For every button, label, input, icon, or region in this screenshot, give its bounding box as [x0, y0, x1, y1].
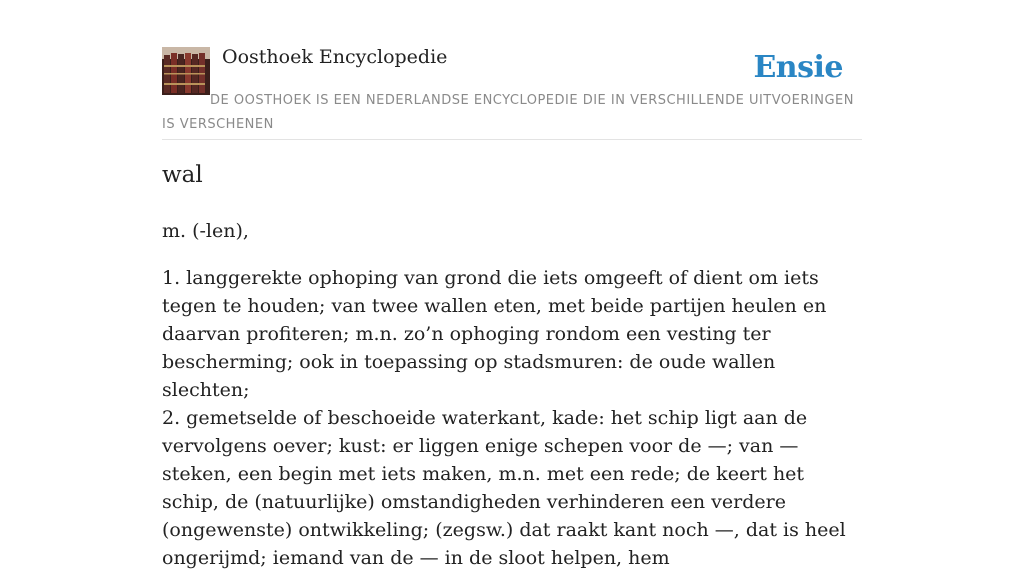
page-container [162, 0, 862, 569]
entry-definitions [162, 264, 862, 572]
publication-header [162, 0, 862, 140]
definition-item: 2. gemetselde of beschoeide waterkant, kade: het schip ligt aan de vervolgens oever; kust: er liggen enige schepen voor de —; van — steken, een begin met iets maken, m.n. met een rede; de keert het schip, de (natuurlijke) omstandigheden verhinderen een verdere (ongewenste) ontwikkeling; (zegsw.) dat raakt kant noch —, dat is heel ongerijmd; iemand van de — in de sloot helpen, hem [162, 407, 846, 569]
publication-avatar[interactable] [162, 47, 210, 95]
entry-title: wal [162, 162, 203, 188]
ensie-logo[interactable]: Ensie [753, 50, 843, 85]
publication-tagline: DE OOSTHOEK IS EEN NEDERLANDSE ENCYCLOPEDIE DIE IN VERSCHILLENDE UITVOERINGEN IS VERSCHENEN [162, 93, 854, 132]
book-spines-icon [162, 47, 210, 95]
publication-name[interactable]: Oosthoek Encyclopedie [222, 46, 448, 68]
entry-grammar: m. (-len), [162, 220, 249, 242]
definition-item: 1. langgerekte ophoping van grond die iets omgeeft of dient om iets tegen te houden; van twee wallen eten, met beide partijen heulen en daarvan profiteren; m.n. zo’n ophoging rondom een vesting ter bescherming; ook in toepassing op stadsmuren: de oude wallen slechten; [162, 267, 827, 401]
